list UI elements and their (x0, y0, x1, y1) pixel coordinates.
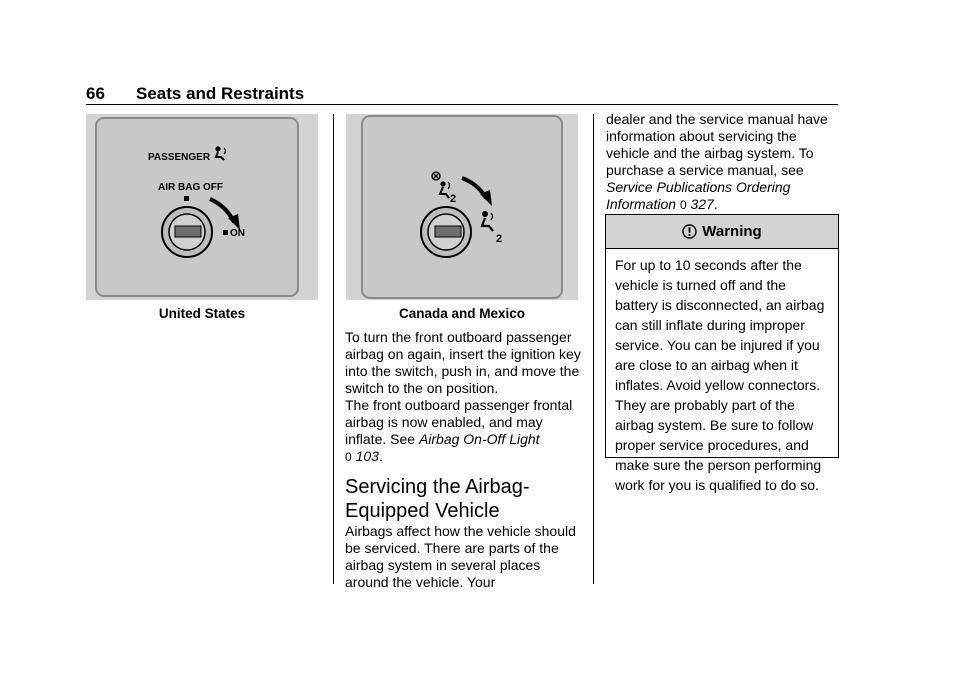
heading-servicing: Servicing the Airbag-Equipped Vehicle (345, 476, 530, 522)
label-airbag-off: AIR BAG OFF (158, 182, 223, 193)
label-on: ON (230, 228, 245, 239)
section-title: Seats and Restraints (136, 84, 305, 103)
label-passenger: PASSENGER (148, 152, 211, 163)
paragraph-dealer: dealer and the service manual have information about servicing the vehicle and the airbag system. To purchase a service manual, see Service Publications Ordering Information 0 327. (606, 111, 828, 212)
link-airbag-on-off-light[interactable]: Airbag On-Off Light (418, 431, 540, 447)
on-indicator (223, 230, 228, 235)
column-divider-1 (333, 114, 334, 584)
paragraph-servicing: Airbags affect how the vehicle should be serviced. There are parts of the airbag system in several places around the vehicle. Your (345, 523, 576, 590)
header-rule (86, 104, 838, 105)
paragraph-enabled: The front outboard passenger frontal airbag is now enabled, and may inflate. See Airbag On-Off Light 0 103. (345, 397, 573, 464)
figure-united-states (86, 114, 318, 300)
caption-canada-mexico: Canada and Mexico (398, 306, 526, 321)
column-divider-2 (593, 114, 594, 584)
warning-header (606, 215, 838, 249)
warning-title: Warning (702, 223, 762, 240)
airbag-switch-us-illustration (86, 114, 318, 300)
page-ref-icon: 0 (345, 450, 352, 464)
page-ref-103[interactable]: 103 (355, 448, 379, 464)
off-indicator (184, 196, 189, 201)
caption-united-states: United States (158, 306, 246, 321)
warning-box (605, 214, 839, 493)
page-header (86, 84, 838, 104)
paragraph-turn-on: To turn the front outboard passenger airbag on again, insert the ignition key into the switch, push in, and move the switch to the on position. (345, 329, 581, 396)
page-ref-327[interactable]: 327 (690, 196, 714, 212)
airbag-switch-canada-illustration (346, 114, 578, 300)
page-number: 66 (86, 84, 105, 103)
link-service-publications[interactable]: Service Publications Ordering Information (606, 179, 791, 212)
warning-body: For up to 10 seconds after the vehicle is turned off and the battery is disconnected, an airbag can still inflate during improper service. You can be injured if you are close to an airbag when it inflates. Avoid yellow connectors. They are probably part of the airbag system. Be sure to follow proper service procedures, and make sure the person performing work for you is qualified to do so. (615, 257, 825, 493)
subscript-on: 2 (496, 233, 503, 245)
figure-canada-mexico (346, 114, 578, 300)
warning-icon (682, 224, 697, 239)
page-ref-icon: 0 (679, 198, 687, 212)
subscript-off: 2 (450, 193, 457, 205)
